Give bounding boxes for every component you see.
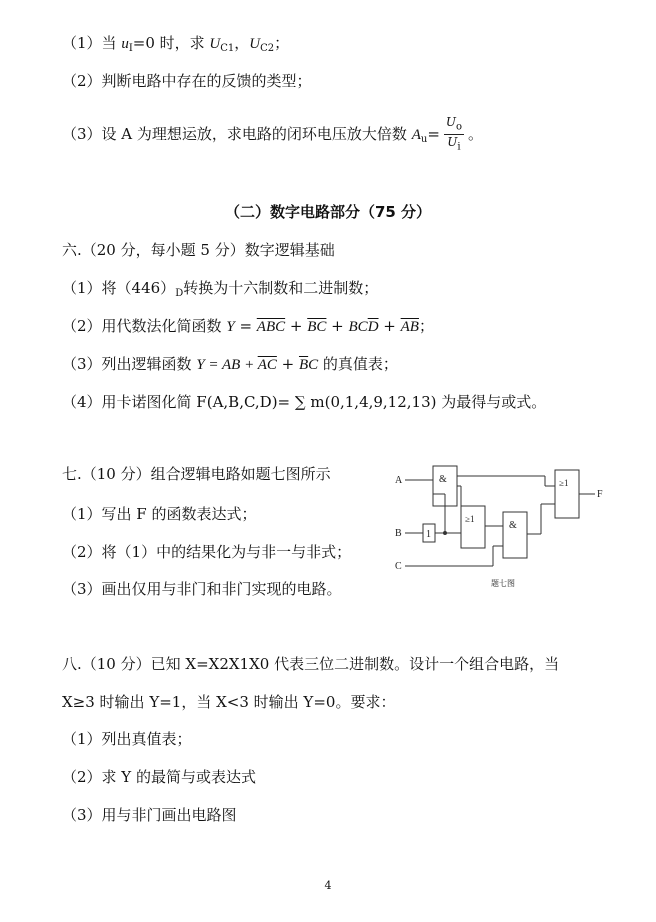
q6-s2-f: Y [226,319,235,335]
or-gate-2-symbol: ≥1 [559,478,569,488]
question-2: （2）判断电路中存在的反馈的类型； [62,72,312,90]
q6-s2-end: ； [418,317,434,335]
q6-s2-term1: $\overline{ABC}$ [256,319,286,335]
frac-num-sub: o [456,121,463,133]
q6-s2-plus3: + [378,317,401,335]
q6-s2-eq: = [234,317,257,335]
q8-sub2: （2）求 Y 的最简与或表达式 [62,768,256,786]
q6-s3-term2a: $\overline{B}$ [298,357,309,373]
q1-end: ； [274,34,290,52]
figure-caption: 题七图 [491,579,515,588]
q6-s3-term2b: C [308,357,319,373]
and-gate-2-symbol: & [509,520,517,531]
and-gate-1-symbol: & [439,474,447,485]
q6-s3-f: Y [196,357,205,373]
input-c-label: C [395,561,402,572]
q1-uc2-sub: C2 [260,43,275,54]
section-title: （二）数字电路部分（75 分） [224,203,432,221]
q1-var: u [121,36,129,52]
q6-s2-term3a: BC [348,319,368,335]
q6-s3-end: 的真值表； [318,355,398,373]
q6-s3-a: （3）列出逻辑函数 [62,355,197,373]
q6-sub1 [62,278,378,304]
q6-s1-a: （1）将（446） [62,279,176,297]
q6-s2-a: （2）用代数法化简函数 [62,317,227,335]
frac-den-sub: i [457,141,461,153]
q8-sub1: （1）列出真值表； [62,730,192,748]
or-gate-1 [461,506,485,548]
q8-sub3: （3）用与非门画出电路图 [62,806,237,824]
q8-line2: X≥3 时输出 Y=1，当 X<3 时输出 Y=0。要求： [62,693,396,711]
q6-sub4: （4）用卡诺图化简 F(A,B,C,D)= ∑ m(0,1,4,9,12,13) 为最得与或式。 [62,393,547,411]
q7-sub2: （2）将（1）中的结果化为与非一与非式； [62,543,352,561]
q3-text: （3）设 A 为理想运放，求电路的闭环电压放大倍数 [62,124,412,143]
q6-sub3 [62,354,398,375]
q6-s1-b: 转换为十六制数和二进制数； [183,279,379,297]
not-gate-symbol: 1 [426,529,431,540]
q6-sub2 [62,316,434,337]
q1-uc1-sub: C1 [220,43,235,54]
q3-lhs: A [411,126,421,143]
frac-den: U [447,135,458,150]
q6-s3-term1: $\overline{AC}$ [257,357,277,373]
q6-s3-eq: = AB + [204,357,258,373]
q7-sub3: （3）画出仅用与非门和非门实现的电路。 [62,580,342,598]
input-a-label: A [395,475,403,486]
q6-s3-plus: + [276,355,299,373]
q7-sub1: （1）写出 F 的函数表达式； [62,505,257,523]
q8-heading: 八.（10 分）已知 X=X2X1X0 代表三位二进制数。设计一个组合电路，当 [62,655,560,673]
q1-uc2: U [249,36,261,52]
q6-heading: 六.（20 分，每小题 5 分）数字逻辑基础 [62,241,335,259]
page-number: 4 [324,879,332,892]
q6-s2-term3b: $\overline{D}$ [367,319,379,335]
frac-num: U [445,115,457,129]
q3-end: 。 [468,124,484,143]
q3-eq: = [427,124,440,143]
output-f-label: F [597,489,603,500]
q1-text-a: （1）当 [62,34,122,52]
question-1 [62,33,289,59]
input-b-label: B [395,528,402,539]
q6-s2-plus1: + [285,317,308,335]
q1-var-sub: I [128,43,133,54]
q6-s2-term4: $\overline{AB}$ [400,319,419,335]
q6-s1-sub: D [175,288,184,299]
or-gate-1-symbol: ≥1 [465,514,475,524]
q1-sep: ， [234,34,250,52]
q1-text-b: =0 时，求 [132,34,210,52]
and-gate-2 [503,512,527,558]
q6-s2-plus2: + [326,317,349,335]
q1-uc1: U [209,36,221,52]
q6-s2-term2: $\overline{BC}$ [307,319,327,335]
logic-circuit-figure [395,458,610,593]
q7-heading: 七.（10 分）组合逻辑电路如题七图所示 [62,465,331,483]
question-3 [62,115,483,155]
q3-lhs-sub: u [420,133,428,145]
gain-fraction [444,115,464,155]
